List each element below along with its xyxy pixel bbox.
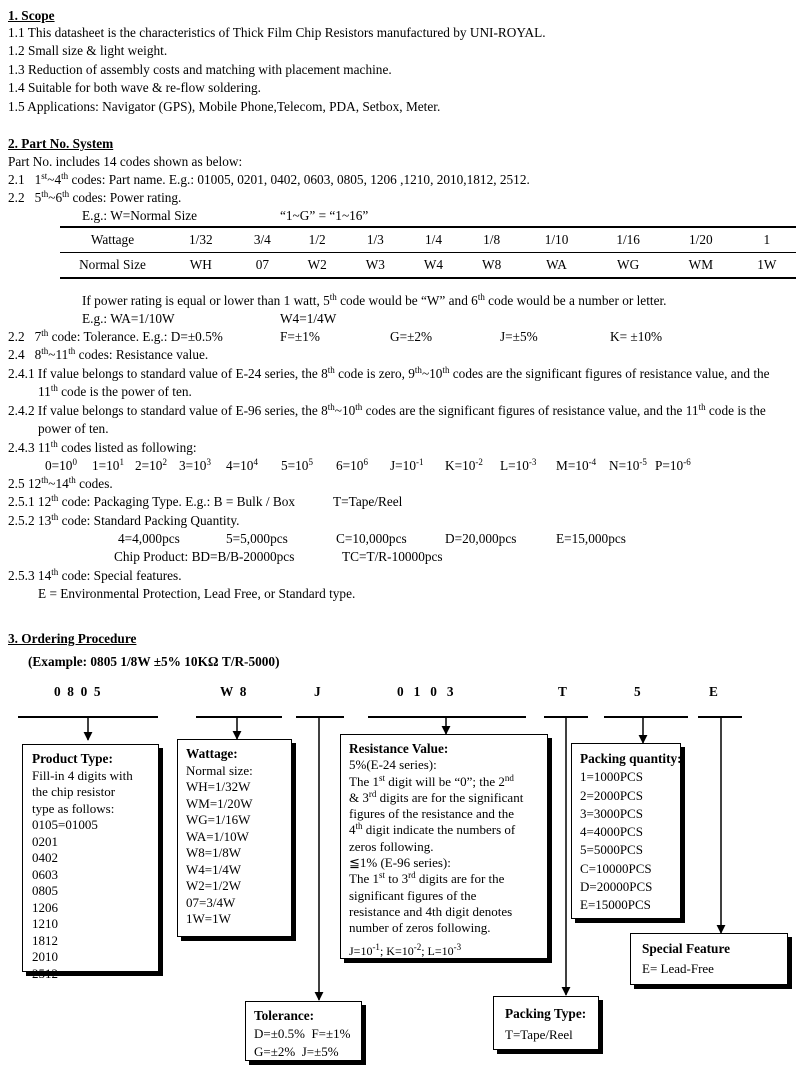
tol-f: F=±1% [280, 329, 320, 344]
table-cell: 1/4 [404, 227, 462, 253]
table-cell: 1/8 [463, 227, 521, 253]
scope-item-1: 1.1 This datasheet is the characteristics of Thick Film Chip Resistors manufactured by UNI-ROYAL. [8, 25, 546, 40]
scope-item-2: 1.2 Small size & light weight. [8, 43, 168, 58]
table-cell: W8 [463, 253, 521, 279]
product-line: 0402 [32, 850, 58, 865]
table-cell: W4 [404, 253, 462, 279]
ordering-example: (Example: 0805 1/8W ±5% 10KΩ T/R-5000) [28, 654, 280, 669]
section-3-title: 3. Ordering Procedure [8, 631, 137, 646]
packing-qty-box [571, 743, 681, 919]
special-features-desc: E = Environmental Protection, Lead Free, or Standard type. [38, 586, 356, 601]
resistance-line: ≦1% (E-96 series): [349, 855, 451, 871]
packing-qty-title: Packing quantity: [580, 751, 682, 766]
power-l: $L=10^{-3}$ [500, 457, 537, 473]
code-packing-type: T [558, 684, 567, 699]
tol-g: G=±2% [390, 329, 433, 344]
packing-qty-line: 2=2000PCS [580, 787, 643, 803]
item-2-4: 2.4 8th~11th codes: Resistance value. [8, 346, 209, 362]
product-line: 1206 [32, 899, 58, 915]
power-j: $J=10^{-1}$ [390, 457, 424, 473]
resistance-line: significant figures of the [349, 887, 477, 903]
power-k: $K=10^{-2}$ [445, 457, 483, 473]
product-line: 0201 [32, 833, 58, 849]
code-wattage: W 8 [220, 684, 247, 699]
pack-qty-4: 4=4,000pcs [118, 531, 180, 546]
table-cell: 1 [738, 227, 796, 253]
table-cell: 1W [738, 253, 796, 279]
item-2-4-2-cont: power of ten. [38, 421, 109, 436]
power-1: $1=10^1$ [92, 457, 124, 473]
item-2-2-tolerance: 2.2 7th code: Tolerance. E.g.: D=±0.5% [8, 328, 223, 344]
product-line: 1812 [32, 932, 58, 948]
wattage-line: 07=3/4W [186, 894, 236, 910]
power-note: If power rating is equal or lower than 1 watt, 5th code would be “W” and 6th code would be a number or letter. [82, 292, 667, 308]
packing-qty-line: 3=3000PCS [580, 805, 643, 821]
scope-item-3: 1.3 Reduction of assembly costs and matching with placement machine. [8, 62, 392, 77]
pack-type-tape: T=Tape/Reel [333, 494, 403, 509]
eg-range: “1~G” = “1~16” [280, 208, 369, 223]
code-special: E [709, 684, 718, 699]
resistance-line: 4th digit indicate the numbers of [349, 821, 516, 838]
table-cell: 1/16 [592, 227, 664, 253]
wattage-line: WH=1/32W [186, 779, 251, 794]
code-tolerance: J [314, 684, 321, 699]
packing-type-title: Packing Type: [505, 1006, 587, 1021]
packing-qty-line: E=15000PCS [580, 897, 651, 913]
table-cell: 3/4 [237, 227, 288, 253]
resistance-line: 5%(E-24 series): [349, 757, 437, 773]
product-line: 2512 [32, 965, 58, 981]
pack-qty-c: C=10,000pcs [336, 531, 407, 546]
table-cell: 1/20 [664, 227, 738, 253]
scope-item-5: 1.5 Applications: Navigator (GPS), Mobile Phone,Telecom, PDA, Setbox, Meter. [8, 99, 441, 114]
code-packing-qty: 5 [634, 684, 641, 699]
tol-k: K= ±10% [610, 329, 663, 344]
power-p: $P=10^{-6}$ [655, 457, 691, 473]
power-5: $5=10^5$ [281, 457, 313, 473]
wattage-line: Normal size: [186, 762, 253, 778]
resistance-line: figures of the resistance and the [349, 806, 514, 822]
table-cell: WH [165, 253, 237, 279]
wattage-line: WG=1/16W [186, 812, 251, 827]
chip-product-tc: TC=T/R-10000pcs [342, 549, 443, 564]
product-type-box [22, 744, 159, 981]
tolerance-line: D=±0.5% F=±1% [254, 1026, 351, 1041]
resistance-powers: $J=10^{-1}$; $K=10^{-2}$; $L=10^{-3}$ [349, 941, 462, 958]
scope-item-4: 1.4 Suitable for both wave & re-flow soldering. [8, 80, 261, 95]
resistance-line: The 1st to 3rd digits are for the [349, 870, 505, 887]
wattage-label: Wattage [60, 227, 165, 253]
part-no-intro: Part No. includes 14 codes shown as below: [8, 154, 243, 169]
packing-type-line: T=Tape/Reel [505, 1027, 573, 1042]
product-line: Fill-in 4 digits with [32, 767, 133, 783]
product-type-title: Product Type: [32, 751, 113, 766]
wattage-title: Wattage: [186, 746, 238, 761]
resistance-line: resistance and 4th digit denotes [349, 903, 513, 919]
code-product: 0 8 0 5 [54, 684, 101, 699]
item-2-4-2: 2.4.2 If value belongs to standard value of E-96 series, the 8th~10th codes are the significant figures of resistance value, and the 11th code is the [8, 402, 766, 418]
eg-w4: W4=1/4W [280, 311, 337, 326]
table-cell: W2 [288, 253, 346, 279]
resistance-box [340, 734, 548, 959]
wattage-line: W4=1/4W [186, 861, 241, 877]
table-cell: 07 [237, 253, 288, 279]
pack-qty-e: E=15,000pcs [556, 531, 626, 546]
table-cell: 1/10 [521, 227, 593, 253]
tol-j: J=±5% [500, 329, 538, 344]
special-feature-box [630, 933, 788, 985]
resistance-line: zeros following. [349, 838, 434, 854]
product-line: 0105=01005 [32, 817, 98, 832]
normal-size-label: Normal Size [60, 253, 165, 279]
item-2-4-3: 2.4.3 11th codes listed as following: [8, 439, 197, 455]
tolerance-title: Tolerance: [254, 1008, 315, 1023]
power-4: $4=10^4$ [226, 457, 258, 473]
wattage-box [177, 739, 292, 937]
item-2-4-1-cont: 11th code is the power of ten. [38, 383, 192, 399]
item-2-4-1: 2.4.1 If value belongs to standard value of E-24 series, the 8th code is zero, 9th~10th codes are the significant figures of resistance value, and the [8, 365, 770, 381]
chip-product-bd: Chip Product: BD=B/B-20000pcs [114, 549, 295, 564]
item-2-5-1: 2.5.1 12th code: Packaging Type. E.g.: B = Bulk / Box [8, 493, 296, 509]
pack-qty-5: 5=5,000pcs [226, 531, 288, 546]
item-2-5-3: 2.5.3 14th code: Special features. [8, 567, 182, 583]
wattage-line: 1W=1W [186, 911, 231, 926]
wattage-line: W2=1/2W [186, 878, 241, 893]
eg-wa: E.g.: WA=1/10W [82, 311, 175, 326]
product-line: 0603 [32, 866, 58, 882]
table-cell: W3 [346, 253, 404, 279]
power-m: $M=10^{-4}$ [556, 457, 597, 473]
table-cell: 1/32 [165, 227, 237, 253]
wattage-line: WA=1/10W [186, 828, 249, 844]
packing-qty-line: D=20000PCS [580, 879, 653, 895]
packing-qty-line: 5=5000PCS [580, 842, 643, 858]
power-0: $0=10^0$ [45, 457, 77, 473]
packing-qty-line: C=10000PCS [580, 860, 652, 876]
packing-type-box [493, 996, 599, 1050]
special-feature-line: E= Lead-Free [642, 961, 714, 976]
table-cell: 1/2 [288, 227, 346, 253]
resistance-line: & 3rd digits are for the significant [349, 788, 524, 805]
table-cell: 1/3 [346, 227, 404, 253]
power-2: $2=10^2$ [135, 457, 167, 473]
power-n: $N=10^{-5}$ [609, 457, 647, 473]
wattage-line: WM=1/20W [186, 795, 253, 811]
packing-qty-line: 4=4000PCS [580, 824, 643, 840]
resistance-line: The 1st digit will be “0”; the 2nd [349, 772, 514, 789]
special-feature-title: Special Feature [642, 941, 731, 956]
table-cell: WG [592, 253, 664, 279]
power-3: $3=10^3$ [179, 457, 211, 473]
product-line: 1210 [32, 916, 58, 931]
resistance-line: number of zeros following. [349, 920, 491, 936]
table-cell: WM [664, 253, 738, 279]
item-2-2: 2.2 5th~6th codes: Power rating. [8, 189, 182, 205]
section-1-title: 1. Scope [8, 8, 55, 23]
packing-qty-line: 1=1000PCS [580, 769, 643, 785]
product-line: type as follows: [32, 800, 115, 816]
product-line: the chip resistor [32, 784, 116, 799]
product-line: 2010 [32, 949, 58, 964]
power-6: $6=10^6$ [336, 457, 368, 473]
item-2-5: 2.5 12th~14th codes. [8, 475, 113, 491]
item-2-5-2: 2.5.2 13th code: Standard Packing Quantity. [8, 512, 240, 528]
tolerance-box [245, 1001, 362, 1061]
section-2-title: 2. Part No. System [8, 136, 114, 151]
item-2-1: 2.1 1st~4th codes: Part name. E.g.: 01005, 0201, 0402, 0603, 0805, 1206 ,1210, 2010,1812, 2512. [8, 171, 530, 187]
resistance-title: Resistance Value: [349, 741, 449, 756]
wattage-line: W8=1/8W [186, 845, 241, 860]
eg-normal-size: E.g.: W=Normal Size [82, 208, 198, 223]
pack-qty-d: D=20,000pcs [445, 531, 517, 546]
table-cell: WA [521, 253, 593, 279]
tolerance-line: G=±2% J=±5% [254, 1044, 339, 1059]
code-resistance: 0 1 0 3 [397, 684, 454, 699]
product-line: 0805 [32, 883, 58, 898]
